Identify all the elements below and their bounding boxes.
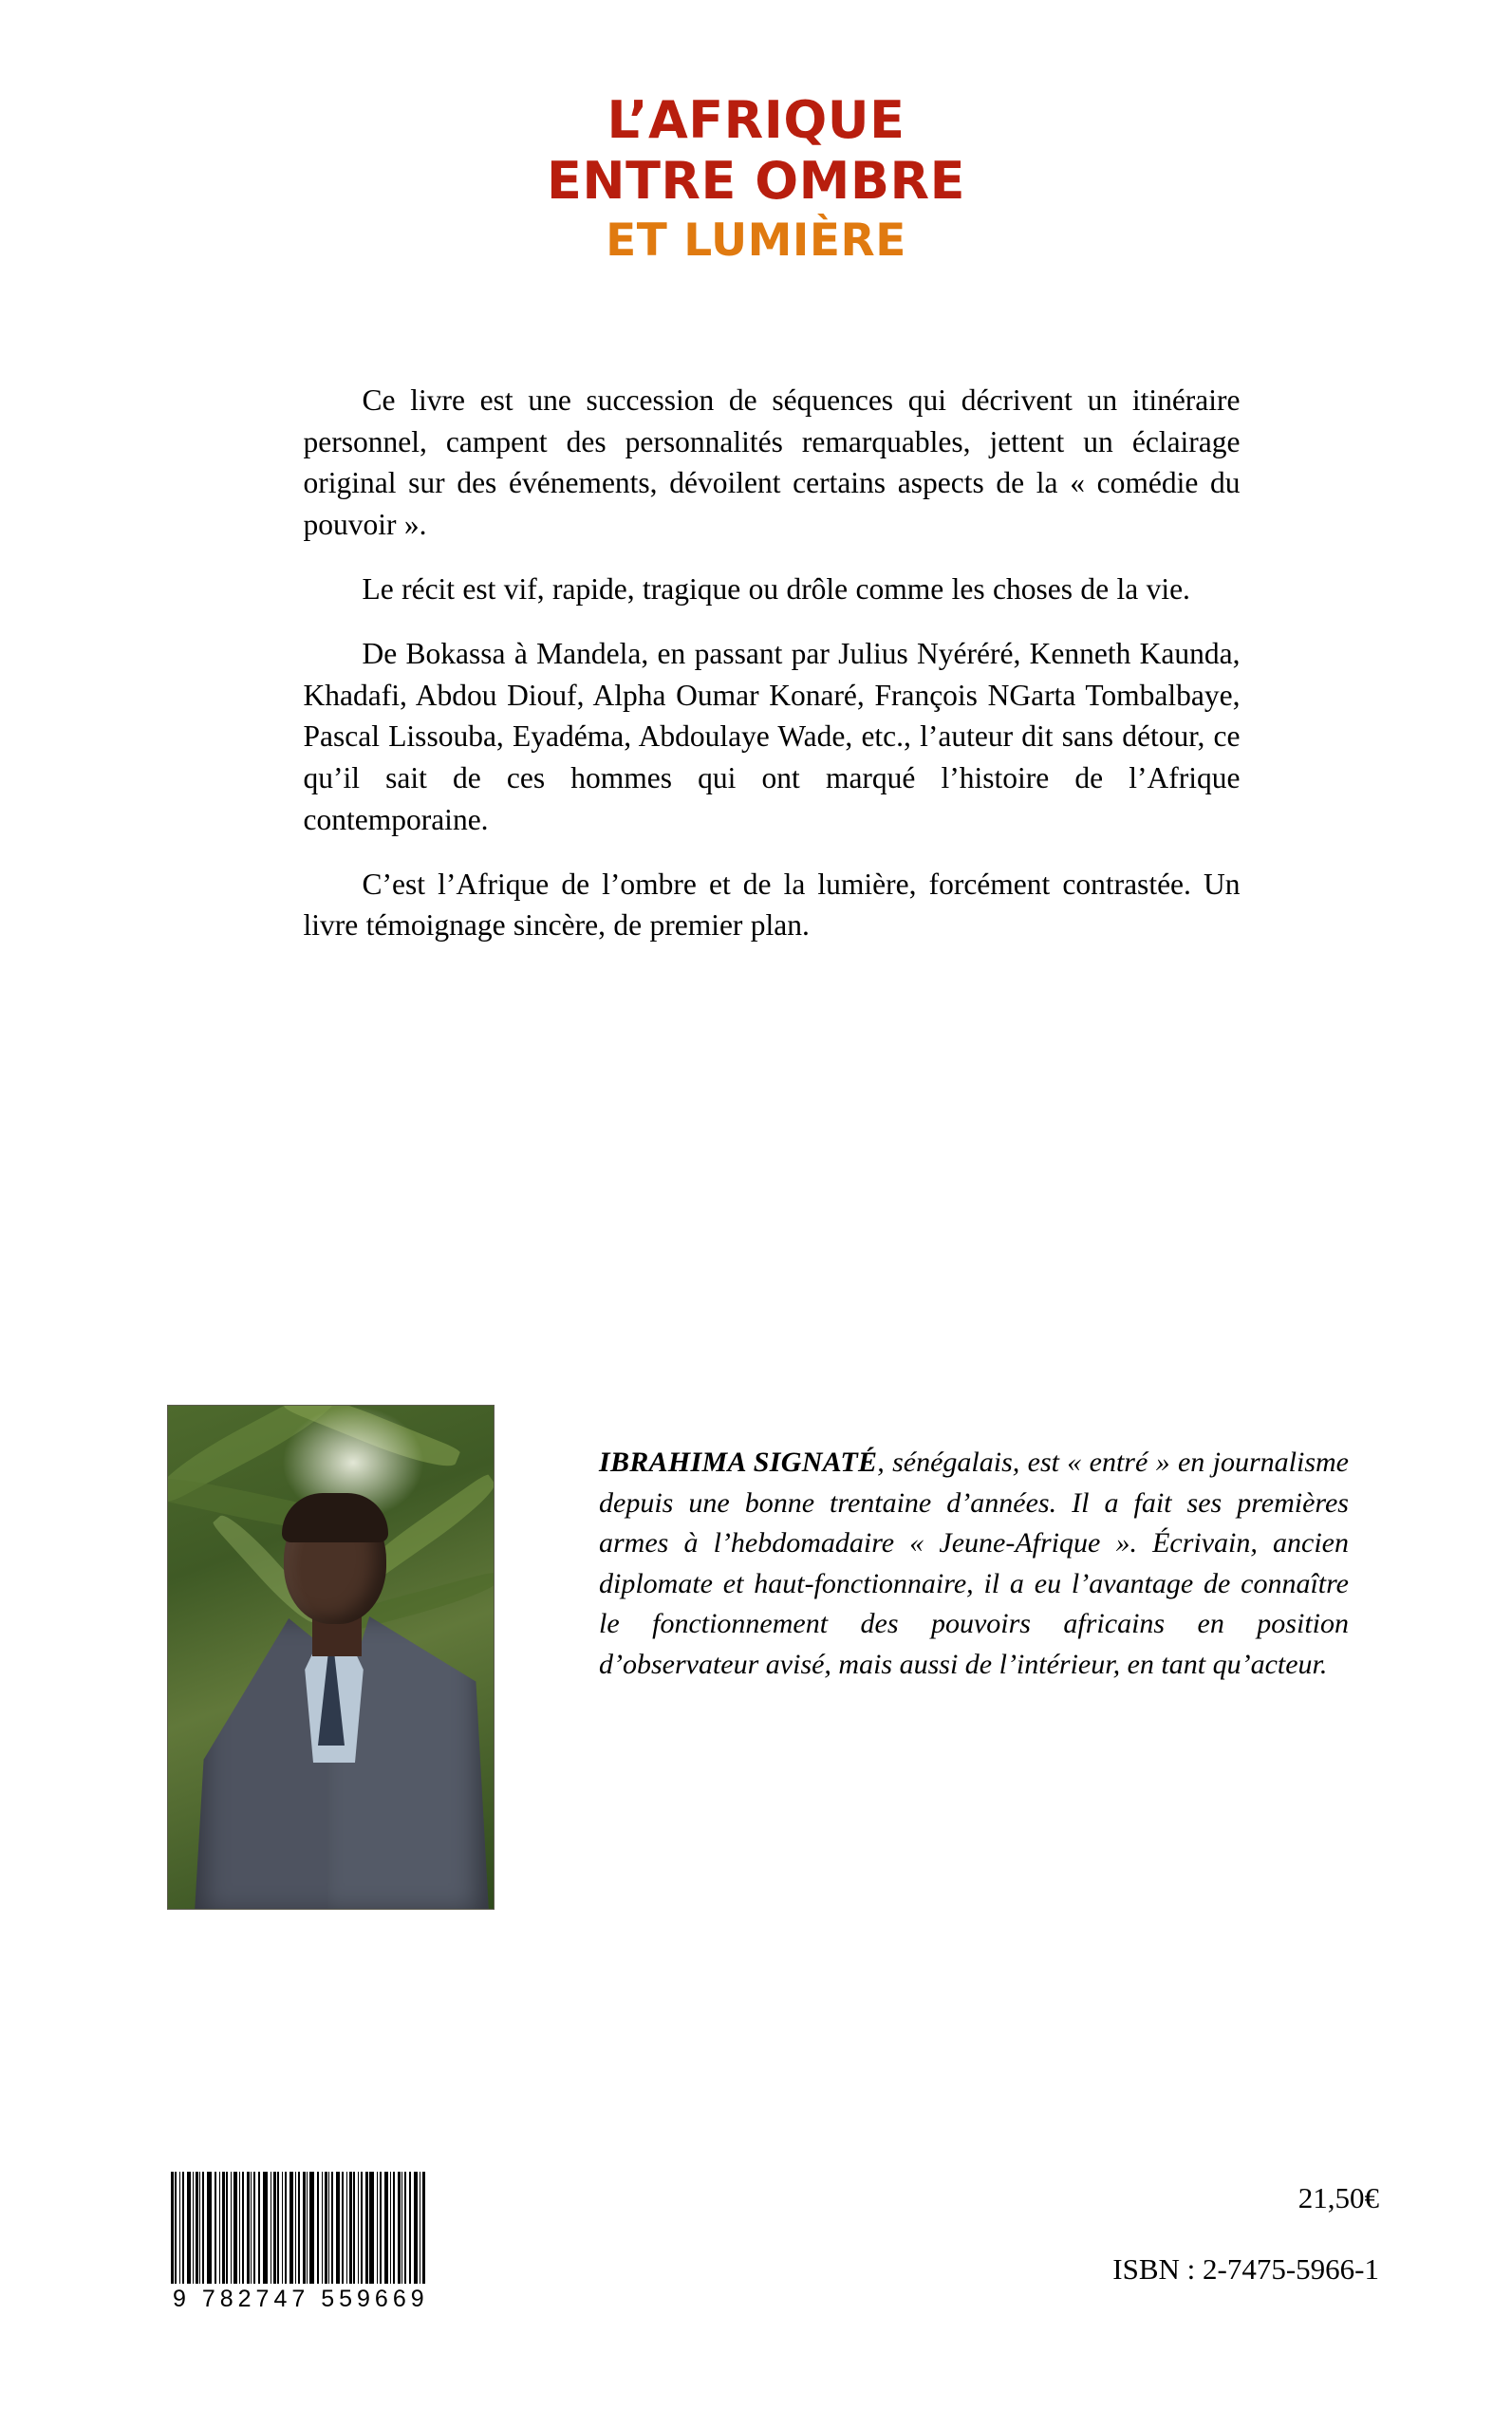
blurb-paragraph: C’est l’Afrique de l’ombre et de la lumière, forcément contrastée. Un livre témoignage sincère, de premier plan. <box>303 867 1241 943</box>
author-photo <box>167 1405 495 1910</box>
isbn-label: ISBN : 2-7475-5966-1 <box>1112 2252 1379 2286</box>
barcode-bars <box>171 2172 465 2284</box>
price-label: 21,50€ <box>1297 2181 1379 2214</box>
barcode-digits: 9 782747 559669 <box>173 2286 429 2312</box>
cover-footer <box>0 2162 1512 2333</box>
blurb-text <box>144 380 1369 946</box>
book-title <box>0 90 1512 268</box>
author-bio-text: , sénégalais, est « entré » en journalisme depuis une bonne trentaine d’années. Il a fait ses premières armes à l’hebdomadaire « Jeune-Afrique ». Écrivain, ancien diplomate et haut-fonctionnaire, il a eu l’avantage de connaître le fonctionnement des pouvoirs africains en position d’observateur avisé, mais aussi de l’intérieur, en tant qu’acteur. <box>599 1447 1349 1680</box>
author-section <box>0 1405 1512 1910</box>
title-line-3: ET LUMIÈRE <box>606 215 906 268</box>
blurb-paragraph: Ce livre est une succession de séquences qui décrivent un itinéraire personnel, campent des personnalités remarquables, jettent un éclairage original sur des événements, dévoilent certains aspects de la « comédie du pouvoir ». <box>303 383 1241 542</box>
author-name: IBRAHIMA SIGNATÉ <box>599 1447 878 1478</box>
title-line-2: ENTRE OMBRE <box>547 150 965 211</box>
author-bio <box>599 1405 1349 1686</box>
title-line-1: L’AFRIQUE <box>607 90 905 150</box>
blurb-paragraph: Le récit est vif, rapide, tragique ou drôle comme les choses de la vie. <box>362 572 1190 607</box>
barcode <box>171 2172 465 2313</box>
blurb-paragraph: De Bokassa à Mandela, en passant par Julius Nyéréré, Kenneth Kaunda, Khadafi, Abdou Diouf, Alpha Oumar Konaré, François NGarta Tombalbaye, Pascal Lissouba, Eyadéma, Abdoulaye Wade, etc., l’auteur dit sans détour, ce qu’il sait de ces hommes qui ont marqué l’histoire de l’Afrique contemporaine. <box>303 636 1241 836</box>
